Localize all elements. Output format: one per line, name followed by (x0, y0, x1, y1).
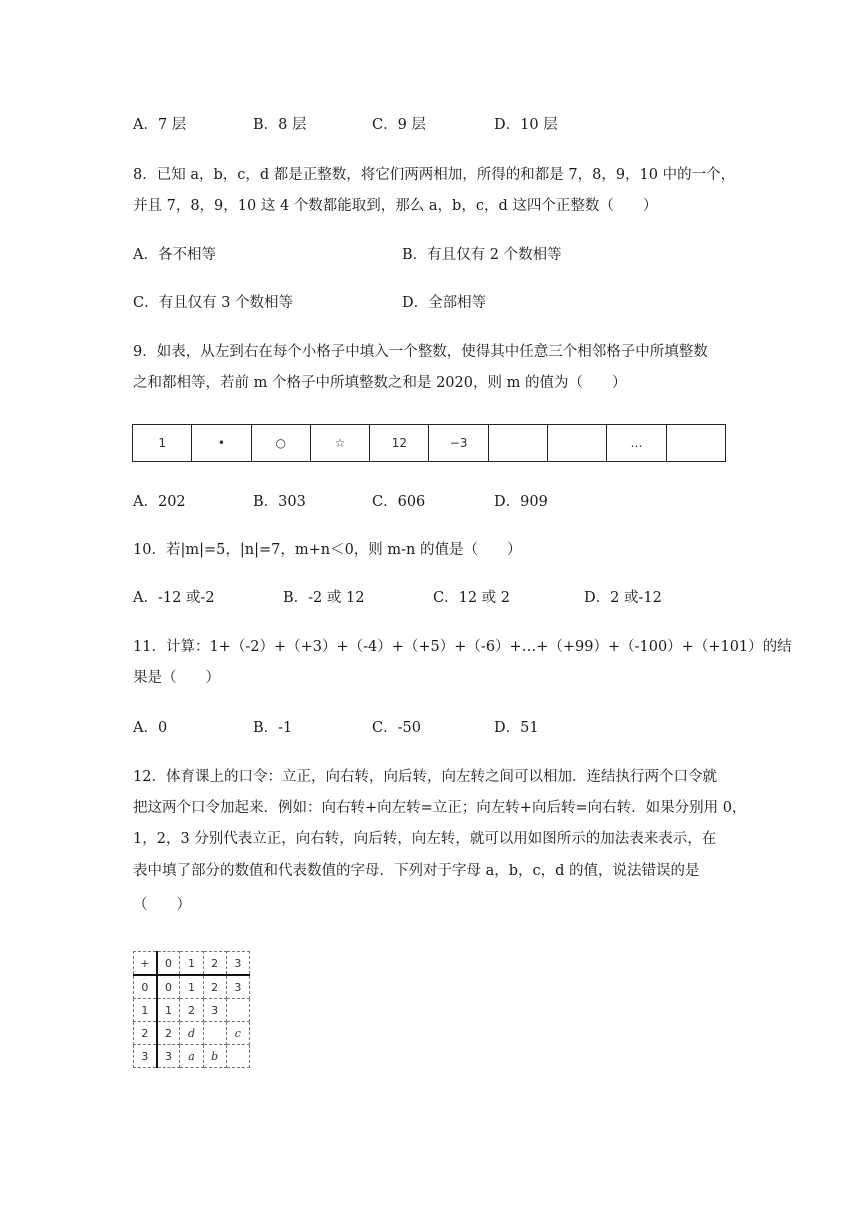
q8-option-b: B．有且仅有 2 个数相等 (402, 247, 562, 263)
addition-table-cell: d (180, 1022, 203, 1045)
addition-table-cell (226, 999, 249, 1022)
addition-table-cell: 2 (203, 975, 226, 999)
addition-table-cell: a (180, 1045, 203, 1068)
addition-table-cell: 3 (226, 975, 249, 999)
q7-option-a: A．7 层 (133, 117, 187, 133)
sequence-cell: … (607, 425, 666, 462)
q8-text-line-1: 8．已知 a，b，c，d 都是正整数，将它们两两相加，所得的和都是 7，8，9，10 中的一个， (133, 167, 736, 183)
q12-text-line-1: 12．体育课上的口令：立正，向右转，向后转，向左转之间可以相加．连结执行两个口令就 (133, 769, 717, 785)
q10-option-c: C．12 或 2 (433, 590, 510, 606)
sequence-row (133, 425, 726, 462)
q9-text-line-1: 9．如表，从左到右在每个小格子中填入一个整数，使得其中任意三个相邻格子中所填整数 (133, 344, 708, 360)
q12-addition-table (133, 951, 250, 1068)
sequence-cell: ○ (251, 425, 310, 462)
q10-option-d: D．2 或-12 (584, 590, 662, 606)
addition-table-cell (203, 1022, 226, 1045)
addition-table-cell: c (226, 1022, 249, 1045)
addition-table-row (134, 1045, 250, 1068)
addition-table-cell: 2 (180, 999, 203, 1022)
addition-table-cell: 0 (157, 952, 180, 976)
sequence-cell: −3 (429, 425, 488, 462)
q12-text-line-3: 1，2，3 分别代表立正，向右转，向后转，向左转，就可以用如图所示的加法表来表示，在 (133, 831, 717, 847)
sequence-cell: 1 (133, 425, 192, 462)
q9-text-line-2: 之和都相等，若前 m 个格子中所填整数之和是 2020，则 m 的值为（ ） (133, 375, 627, 391)
addition-table-cell: 2 (134, 1022, 157, 1045)
q7-option-c: C．9 层 (372, 117, 426, 133)
sequence-cell (548, 425, 607, 462)
addition-table-row (134, 975, 250, 999)
addition-table-cell: 1 (157, 999, 180, 1022)
addition-table-cell: + (134, 952, 157, 976)
addition-table-row (134, 1022, 250, 1045)
sequence-cell: 12 (370, 425, 429, 462)
q8-text-line-2: 并且 7，8，9，10 这 4 个数都能取到，那么 a，b，c，d 这四个正整数（ ） (133, 198, 658, 214)
q8-option-c: C．有且仅有 3 个数相等 (133, 295, 294, 311)
q8-option-a: A．各不相等 (133, 247, 216, 263)
addition-table-cell: 1 (134, 999, 157, 1022)
q12-text-line-5: （ ） (133, 897, 191, 913)
q7-option-d: D．10 层 (494, 117, 558, 133)
q11-option-a: A．0 (133, 720, 168, 736)
q9-option-a: A．202 (133, 494, 186, 510)
addition-table-cell: 0 (157, 975, 180, 999)
q10-text: 10．若|m|=5，|n|=7，m+n＜0，则 m-n 的值是（ ） (133, 542, 522, 558)
addition-table-cell (226, 1045, 249, 1068)
q10-option-a: A．-12 或-2 (133, 590, 215, 606)
sequence-cell: ☆ (310, 425, 369, 462)
addition-table-header-row (134, 952, 250, 976)
q11-text-line-1: 11．计算：1+（-2）+（+3）+（-4）+（+5）+（-6）+…+（+99）+（-100）+（+101）的结 (133, 639, 792, 655)
q11-text-line-2: 果是（ ） (133, 670, 220, 686)
q12-text-line-4: 表中填了部分的数值和代表数值的字母．下列对于字母 a，b，c，d 的值，说法错误的是 (133, 863, 700, 879)
addition-table-cell: 1 (180, 952, 203, 976)
q8-option-d: D．全部相等 (402, 295, 487, 311)
sequence-cell (666, 425, 725, 462)
q7-option-b: B．8 层 (253, 117, 307, 133)
q9-option-d: D．909 (494, 494, 548, 510)
q11-option-c: C．-50 (372, 720, 421, 736)
addition-table-row (134, 999, 250, 1022)
addition-table-cell: 0 (134, 975, 157, 999)
addition-table-cell: 2 (157, 1022, 180, 1045)
addition-table-cell: 2 (203, 952, 226, 976)
q9-option-c: C．606 (372, 494, 426, 510)
q12-text-line-2: 把这两个口令加起来．例如：向右转+向左转=立正；向左转+向后转=向右转．如果分别用 0， (133, 800, 747, 816)
q10-option-b: B．-2 或 12 (283, 590, 365, 606)
addition-table-cell: b (203, 1045, 226, 1068)
q9-sequence-table (132, 424, 726, 462)
addition-table-cell: 3 (203, 999, 226, 1022)
sequence-cell (488, 425, 547, 462)
addition-table-cell: 3 (226, 952, 249, 976)
q9-option-b: B．303 (253, 494, 306, 510)
sequence-cell: • (192, 425, 251, 462)
q11-option-b: B．-1 (253, 720, 293, 736)
addition-table-cell: 3 (157, 1045, 180, 1068)
q11-option-d: D．51 (494, 720, 539, 736)
addition-table-cell: 1 (180, 975, 203, 999)
addition-table-cell: 3 (134, 1045, 157, 1068)
